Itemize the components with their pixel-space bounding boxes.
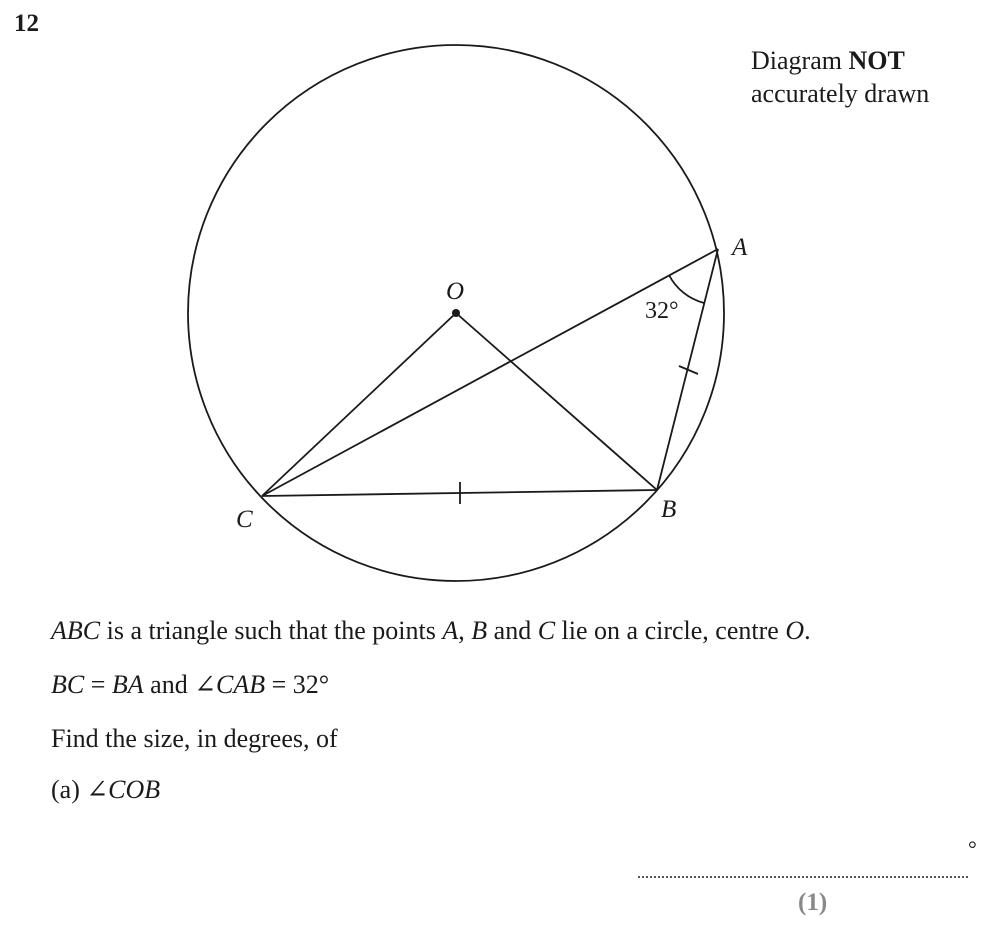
question-number: 12 [14,10,39,37]
diagram-note-bold: NOT [848,46,905,75]
diagram-note-prefix: Diagram [751,46,849,75]
radius-oc [262,313,456,496]
t2s1: BC [51,670,85,699]
t1s6: and [487,616,538,645]
marks-label: (1) [798,889,828,916]
t1s1: ABC [51,616,101,645]
answer-unit: ° [968,836,977,861]
t1s9: O [785,616,805,645]
t1s5: B [471,616,488,645]
answer-line[interactable] [638,876,968,878]
t1s10: . [804,616,811,645]
centre-point [452,309,460,317]
t1s2: is a triangle such that the points [100,616,443,645]
t1s7: C [537,616,556,645]
t2s2: = [84,670,112,699]
label-o: O [446,278,465,305]
label-a: A [732,234,748,261]
t4s1: (a) ∠ [51,775,109,804]
part-a-line [51,775,160,805]
t2s4: and ∠ [143,670,216,699]
statement-line-2 [51,670,329,700]
t2s3: BA [111,670,144,699]
t2s6: = 32° [265,670,330,699]
angle-label-32: 32° [645,298,679,324]
instruction-line: Find the size, in degrees, of [51,724,338,753]
t1s3: A [442,616,459,645]
label-b: B [661,496,677,523]
label-c: C [236,506,253,533]
diagram-note-line2: accurately drawn [751,79,930,108]
t1s4: , [458,616,472,645]
t4s2: COB [108,775,161,804]
t2s5: CAB [216,670,266,699]
radius-ob [456,313,657,490]
t1s8: lie on a circle, centre [555,616,786,645]
side-ca [262,249,718,496]
statement-line-1 [51,616,811,646]
